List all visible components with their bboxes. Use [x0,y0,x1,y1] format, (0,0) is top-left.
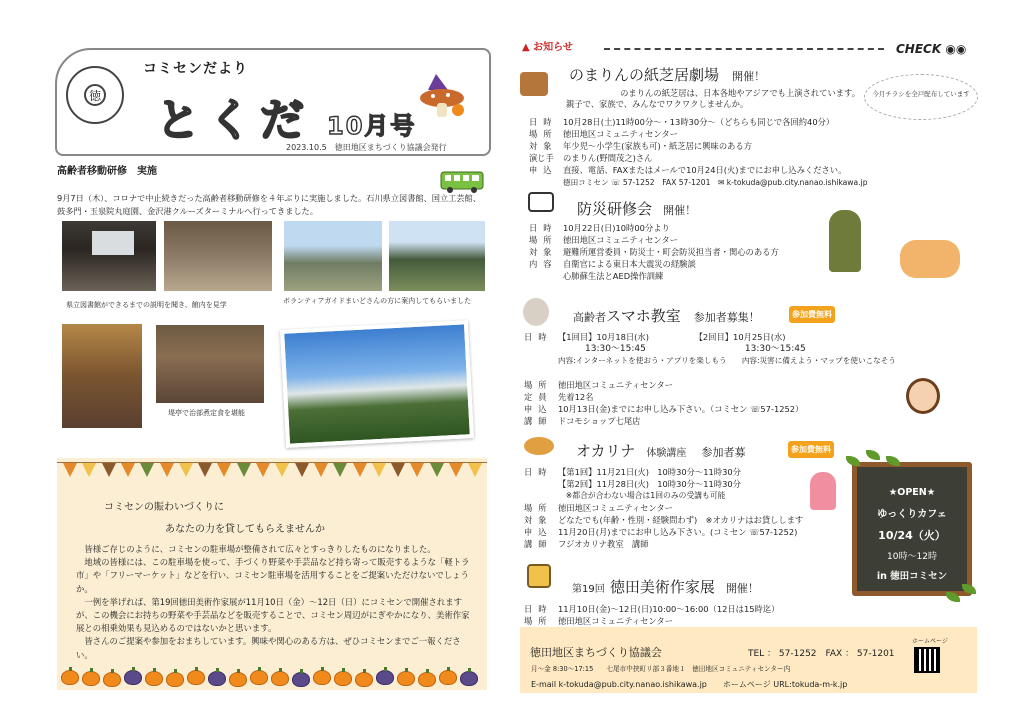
detail-value: 徳田地区コミュニティセンター [563,129,678,139]
painting-icon [527,564,551,588]
cafe-open: ★OPEN★ [888,487,936,498]
masthead-month: 10月号 [327,112,417,140]
group-photo-castle [280,320,474,448]
cafe-time: 10時〜12時 [887,552,937,562]
detail-label: 対象 [529,247,558,257]
bunting-flags [57,463,487,479]
detail-label: 申込 [529,165,558,175]
bunting-flag-icon [333,463,347,477]
board-body [76,543,470,662]
kamishibai-icon [520,72,548,96]
detail-value: 11月20日(月)までにお申し込み下さい。(コミセン ☏57-1252) [558,527,798,537]
bousai-details [529,222,779,282]
bunting-flag-icon [314,463,328,477]
bunting-flag-icon [372,463,386,477]
bunting-flag-icon [256,463,270,477]
bunting-flag-icon [160,463,174,477]
detail-value: 【1回目】10月18日(水) 【2回目】10月25日(水) [558,332,786,342]
pumpkin-icon [271,671,289,686]
kamishibai-suffix: 開催！ [732,70,766,83]
whiteboard-icon [528,192,554,212]
leaf-icon [846,456,860,466]
crest-char: 徳 [84,84,106,106]
pumpkin-icon [439,670,457,685]
caption-library: 県立図書館ができるまでの説明を聞き、館内を見学 [66,301,227,309]
art-title-text: 徳田美術作家展 [609,578,715,596]
qr-code-icon[interactable] [914,647,940,673]
bunting-flag-icon [217,463,231,477]
pumpkin-icon [376,670,394,685]
detail-value: 年少児〜小学生(家族も可)・紙芝居に興味のある方 [563,141,753,151]
detail-row [529,140,868,152]
detail-label: 申込 [524,527,553,537]
detail-value: 直接、電話、FAXまたはメールで10月24日(火)までにお申し込みください。 [563,165,847,175]
detail-row [529,176,868,189]
pumpkin-icon [229,672,247,687]
bousai-title-text: 防災研修会 [577,200,653,218]
detail-label: 対象 [524,515,553,525]
detail-value: 11月10日(金)〜12日(日)10:00〜16:00（12日は15時迄） [558,604,780,614]
notice-divider [604,48,884,50]
free-badge: 参加費無料 [789,306,835,323]
flyer-note: 今月チラシを全戸配布しています [864,74,978,120]
check-text: CHECK [896,42,942,56]
pumpkin-icon [208,671,226,686]
bousai-title [577,198,696,219]
detail-row [524,391,896,403]
kamishibai-title [569,64,765,85]
detail-value: 心肺蘇生法とAED操作訓練 [563,271,664,281]
kamishibai-details [529,116,868,189]
detail-label: 内容 [529,259,558,269]
detail-row [524,603,779,615]
detail-row [529,128,868,140]
smartphone-title [573,305,760,326]
bunting-flag-icon [430,463,444,477]
detail-value: 徳田地区コミュニティセンター [558,380,673,390]
detail-row [524,478,803,490]
detail-value: 自衛官による東日本大震災の経験談 [563,259,696,269]
pumpkin-icon [313,670,331,685]
detail-row [524,466,803,478]
detail-row [524,538,803,550]
smartphone-title-text: スマホ教室 [606,307,681,325]
bunting-flag-icon [468,463,482,477]
art-title-prefix: 第19回 [572,584,605,595]
caption-lunch: 堤亭で治部煮定食を堪能 [168,409,245,417]
detail-label: 日時 [529,117,558,127]
kamishibai-intro-1: のまりんの紙芝居は、日本各地やアジアでも上演されています。 [620,88,860,98]
detail-row [524,526,803,538]
detail-label: 場所 [524,380,553,390]
tour-group-photo [283,220,383,292]
pumpkin-icon [460,671,478,686]
detail-row [524,355,896,367]
bunting-flag-icon [102,463,116,477]
detail-value: 【第1回】11月21日(火) 10時30分〜11時30分 [558,467,741,477]
detail-row [529,234,779,246]
board-paragraph: 皆様ご存じのように、コミセンの駐車場が整備されて広々とすっきりしたものになりました。 [84,544,436,554]
library-interior-photo [163,220,273,292]
qr-label: ホームページ [912,638,948,645]
art-title [572,576,759,597]
detail-label: 場所 [524,503,553,513]
smartphone-suffix: 参加者募集！ [693,311,760,324]
senior-phone-icon [523,298,549,326]
detail-label: 場所 [529,235,558,245]
bus-icon [440,170,484,194]
detail-label: 日時 [524,604,553,614]
call-center-illustration [906,378,940,414]
bunting-flag-icon [179,463,193,477]
pumpkin-icon [250,670,268,685]
free-badge: 参加費無料 [788,441,834,458]
detail-row [529,258,779,270]
pumpkin-icon [103,672,121,687]
detail-value: 内容:インターネットを使おう・アプリを楽しもう 内容:災害に備えよう・マップを使いこなそう [558,356,896,365]
bunting-flag-icon [391,463,405,477]
detail-label: 日時 [524,332,553,342]
pumpkin-icon [124,670,142,685]
detail-label: 場所 [529,129,558,139]
cafe-chalkboard [852,462,972,596]
detail-row [524,367,896,379]
detail-row [524,331,896,343]
footer-hours: 月〜金 8:30〜17:15 七尾市中挟町リ部３番地１ 徳田地区コミュニティセンター内 [531,665,791,673]
kamishibai-intro [560,88,860,110]
pumpkin-icon [61,670,79,685]
bunting-flag-icon [295,463,309,477]
detail-label: 定員 [524,392,553,402]
art-suffix: 開催！ [725,582,759,595]
trip-heading: 高齢者移動研修 実施 [57,166,157,177]
detail-value: 徳田地区コミュニティセンター [558,616,673,625]
bunting-flag-icon [63,463,77,477]
detail-value: どなたでも(年齢・性別・経験問わず) ※オカリナはお貸しします [558,515,804,525]
detail-label: 演じ手 [529,153,554,163]
detail-value: フジオカリナ教室 講師 [558,539,649,549]
soldier-illustration [829,210,861,272]
issue-date: 2023.10.5 徳田地区まちづくり協議会発行 [286,143,447,152]
bunting-flag-icon [449,463,463,477]
caption-guide: ボランティアガイドまいどさんの方に案内してもらいました [283,297,472,305]
detail-row [524,514,803,526]
detail-row [524,343,896,355]
board-heading-1: コミセンの賑わいづくりに [104,502,224,513]
kamishibai-title-text: のまりんの紙芝居劇場 [569,66,720,84]
mushroom-witch-icon [418,70,470,120]
lunch-photo [155,324,265,404]
ocarina-details [524,466,803,550]
detail-row [529,222,779,234]
detail-row [524,403,896,415]
masthead-subtitle: コミセンだより [143,61,248,77]
detail-row [529,164,868,176]
detail-value: 徳田コミセン ☏ 57-1252 FAX 57-1201 ✉ k-tokuda@pub.city.nanao.ishikawa.jp [563,178,868,187]
bunting-flag-icon [275,463,289,477]
detail-value: 避難所運営委員・防災士・町会防災担当者・関心のある方 [563,247,779,257]
pumpkin-row-icons [57,662,487,688]
ocarina-title [576,440,745,461]
detail-row [524,415,896,427]
singing-girl-illustration [810,472,836,510]
bunting-flag-icon [82,463,96,477]
pumpkin-icon [334,671,352,686]
board-heading-2: あなたの力を貸してもらえませんか [165,524,325,535]
cpr-illustration [900,240,960,278]
art-details [524,603,779,625]
detail-value: 先着12名 [558,392,594,402]
detail-row [524,615,779,625]
ocarina-suffix: 参加者募 [701,446,746,459]
pumpkin-icon [355,672,373,687]
detail-row [529,246,779,258]
detail-value: ドコモショップ七尾店 [558,416,641,426]
kamishibai-intro-2: 親子で、家族で、みんなでワクワクしませんか。 [566,99,749,109]
detail-label: 日時 [529,223,558,233]
bousai-suffix: 開催！ [663,204,697,217]
board-paragraph: 地域の皆様には、この駐車場を使って、手づくり野菜や手芸品など持ち寄って販売するような「軽トラ市」や「フリーマーケット」などを行い、コミセン駐車場を活用することをご提案いただけないでしょうか。 [76,557,470,594]
detail-row [524,379,896,391]
detail-row [529,116,868,128]
ocarina-title-suffix: 体験講座 [646,448,687,459]
cafe-place: in 徳田コミセン [876,571,948,582]
detail-label: 日時 [524,467,553,477]
library-lecture-photo [61,220,157,292]
smartphone-details [524,331,896,427]
detail-label: 講師 [524,416,553,426]
ocarina-title-text: オカリナ [576,442,636,460]
eyes-icon: ◉◉ [945,42,967,56]
bunting-flag-icon [121,463,135,477]
detail-value: ※都合が合わない場合は1回のみの受講も可能 [558,491,726,500]
pumpkin-icon [292,672,310,687]
cafe-date: 10/24（火） [878,529,946,542]
masthead-title: とくだ [156,95,312,146]
pumpkin-icon [166,672,184,687]
footer-tel: TEL ： 57-1252 FAX ： 57-1201 [748,649,895,659]
board-paragraph: 皆さんのご提案や参加をおまちしています。興味や関心のある方は、ぜひコミセンまでご一報ください。 [76,636,461,660]
trip-body: 9月7日（木）、コロナで中止続きだった高齢者移動研修を４年ぶりに実施しました。石川県立図書館、国立工芸館、鼓多門・玉泉院丸庭園、金沢港クルーズターミナルへ行ってきました。 [57,193,481,216]
detail-value: 13:30〜15:45 13:30〜15:45 [558,344,806,354]
detail-value: 徳田地区コミュニティセンター [558,503,673,513]
bunting-flag-icon [353,463,367,477]
board-paragraph: 一例を挙げれば、第19回徳田美術作家展が11月10日（金）〜12日（日）にコミセンで開催されますが、この機会にお持ちの野菜や手芸品などを販売することで、コミセン周辺がにぎやかになり、美術作家展との相乗効果も見込めるのではないかと思います。 [76,596,470,634]
bunting-flag-icon [140,463,154,477]
detail-value: のまりん(野間茂之)さん [563,153,653,163]
ocarina-icon [524,437,554,455]
detail-row [524,490,803,502]
check-label [896,42,966,56]
detail-label: 場所 [524,616,553,625]
pumpkin-icon [145,671,163,686]
notice-tag-label: お知らせ [533,42,573,53]
detail-row [529,152,868,164]
craft-museum-photo [61,323,143,429]
detail-row [529,270,779,282]
bunting-flag-icon [198,463,212,477]
cafe-name: ゆっくりカフェ [877,509,947,520]
pumpkin-icon [418,672,436,687]
footer-org: 徳田地区まちづくり協議会 [530,646,662,659]
detail-label: 講師 [524,539,553,549]
detail-row [524,502,803,514]
bunting-flag-icon [237,463,251,477]
detail-value: 10月13日(金)までにお申し込み下さい。（コミセン ☏57-1252） [558,404,804,414]
detail-value: 徳田地区コミュニティセンター [563,235,678,245]
footer-email: E-mail k-tokuda@pub.city.nanao.ishikawa.jp ホームページ URL:tokuda-m-k.jp [531,680,848,689]
detail-label: 対象 [529,141,558,151]
pumpkin-icon [187,670,205,685]
notice-tag: ▲ お知らせ [522,42,573,53]
smartphone-title-prefix: 高齢者 [573,311,606,324]
bunting-flag-icon [410,463,424,477]
pumpkin-icon [397,671,415,686]
leaf-icon [866,450,880,460]
detail-value: 10月28日(土)11時00分〜・13時30分〜（どちらも同じで各回約40分） [563,117,835,127]
pumpkin-icon [82,671,100,686]
detail-label: 申込 [524,404,553,414]
detail-value: 10月22日(日)10時00分より [563,223,670,233]
crest-icon [66,66,124,124]
detail-value: 【第2回】11月28日(火) 10時30分〜11時30分 [558,479,741,489]
garden-group-photo [388,220,486,292]
